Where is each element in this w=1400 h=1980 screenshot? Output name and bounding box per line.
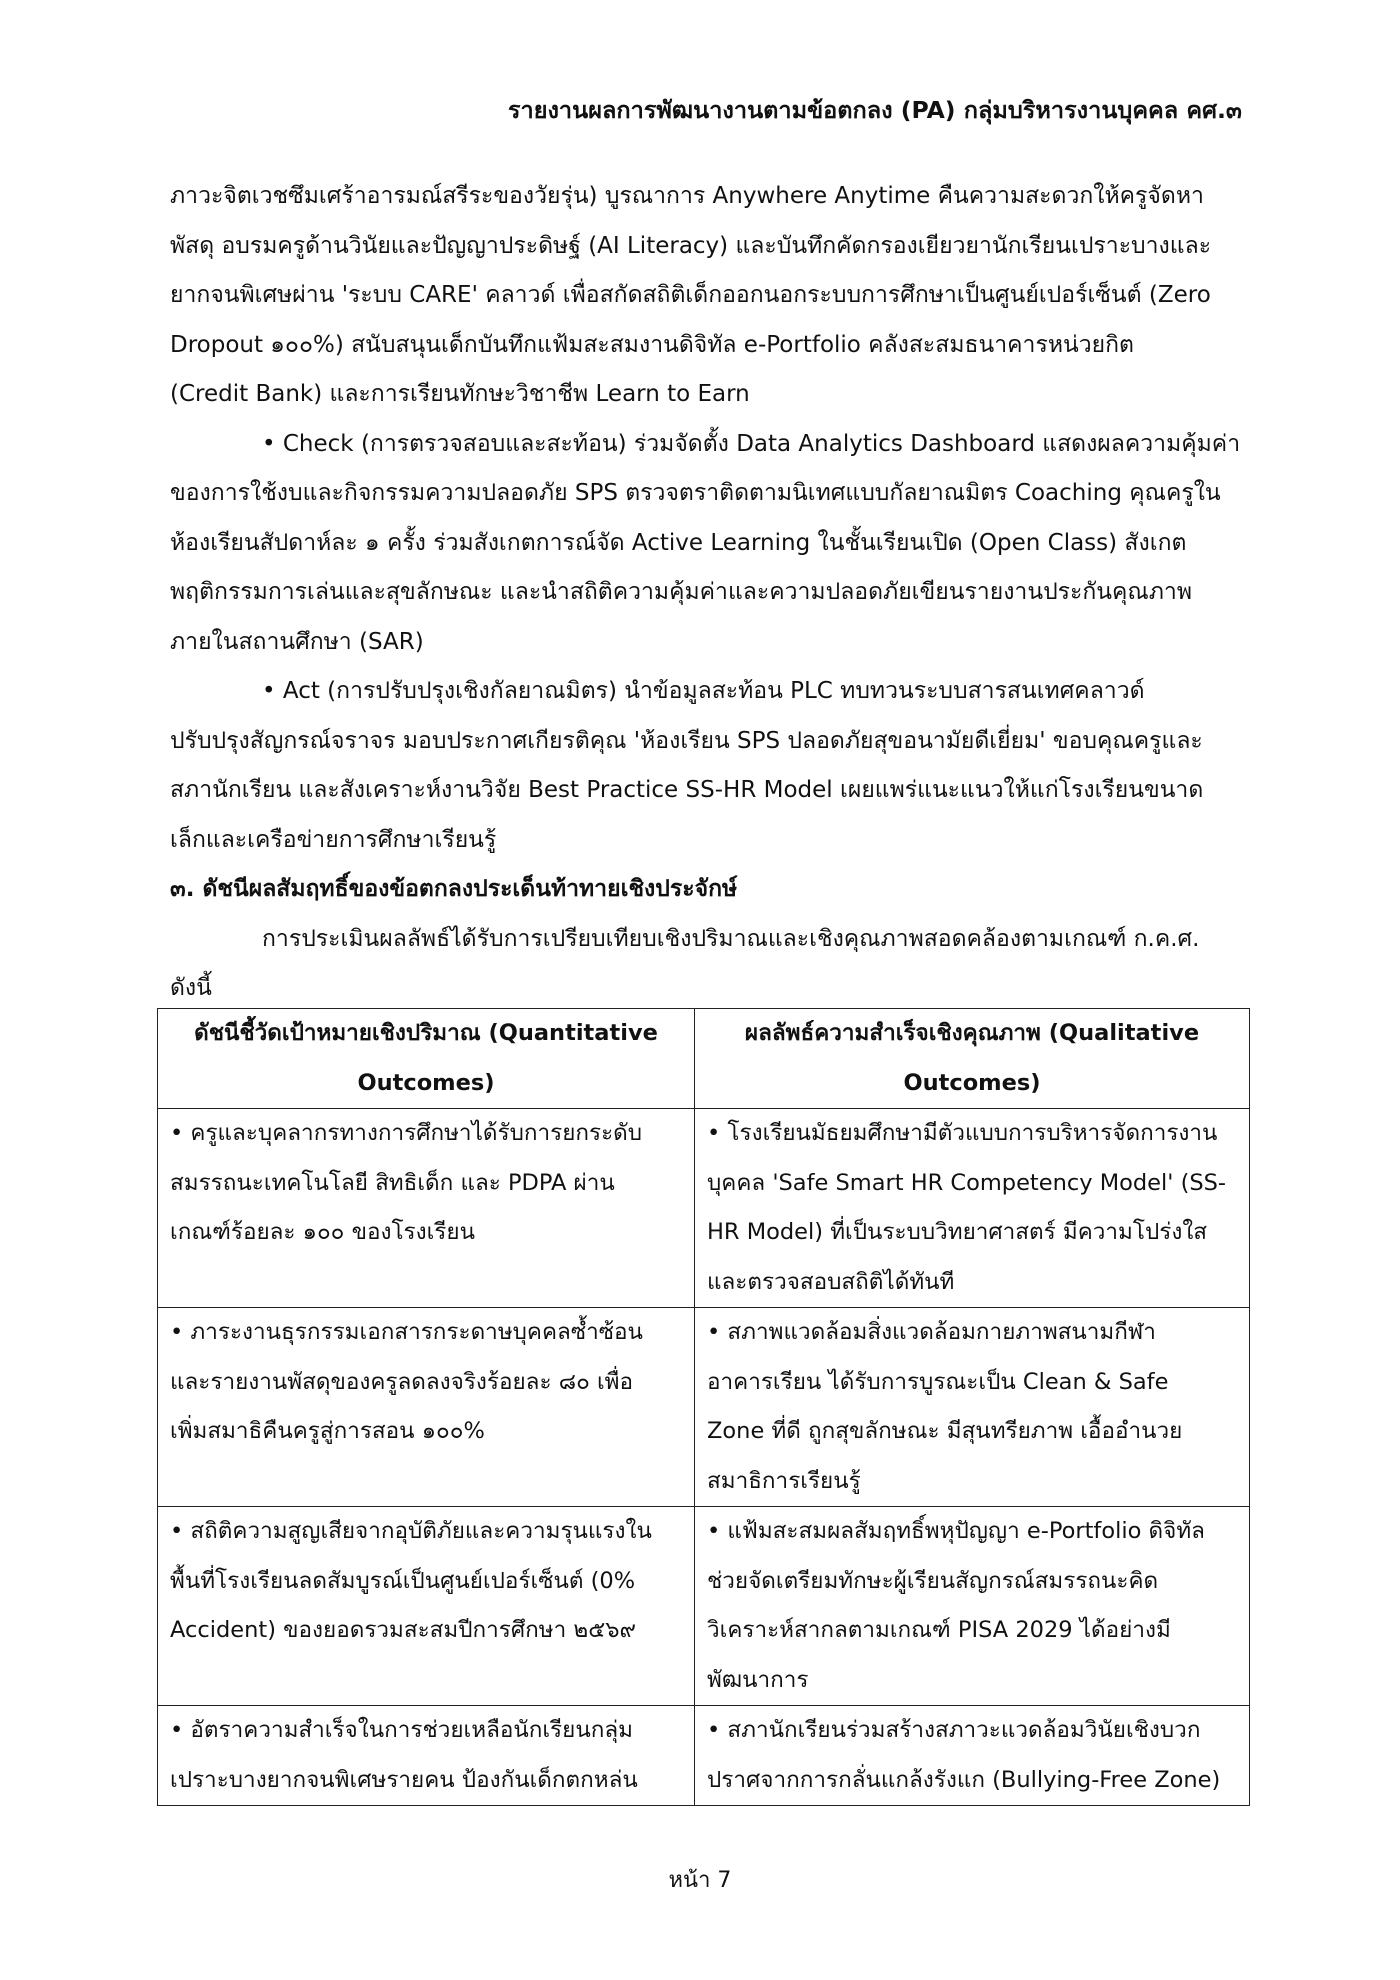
cell-line: ปราศจากการกลั่นแกล้งรังแก (Bullying-Free Zone) bbox=[707, 1766, 1221, 1793]
cell-line: • โรงเรียนมัธยมศึกษามีตัวแบบการบริหารจัดการงาน bbox=[707, 1120, 1218, 1146]
cell-line: • สภาพแวดล้อมสิ่งแวดล้อมกายภาพสนามกีฬา bbox=[707, 1319, 1156, 1345]
cell-line: ช่วยจัดเตรียมทักษะผู้เรียนสัญกรณ์สมรรถนะคิด bbox=[707, 1567, 1159, 1594]
text-line: ภาวะจิตเวชซึมเศร้าอารมณ์สรีระของวัยรุ่น) บูรณาการ Anywhere Anytime คืนความสะดวกให้ครูจัดหา bbox=[170, 183, 1204, 209]
cell-line: และตรวจสอบสถิติได้ทันที bbox=[707, 1268, 955, 1295]
text-line: • Act (การปรับปรุงเชิงกัลยาณมิตร) นำข้อมูลสะท้อน PLC ทบทวนระบบสารสนเทศคลาวด์ bbox=[262, 678, 1145, 704]
column-header-quantitative bbox=[158, 1009, 695, 1109]
text-line: เล็กและเครือข่ายการศึกษาเรียนรู้ bbox=[170, 826, 497, 853]
text-line: การประเมินผลลัพธ์ได้รับการเปรียบเทียบเชิงปริมาณและเชิงคุณภาพสอดคล้องตามเกณฑ์ ก.ค.ศ. bbox=[262, 925, 1200, 952]
paragraph-intro-table bbox=[170, 915, 1236, 1014]
text-line: พัสดุ อบรมครูด้านวินัยและปัญญาประดิษฐ์ (AI Literacy) และบันทึกคัดกรองเยียวยานักเรียนเปราะบางและ bbox=[170, 232, 1212, 259]
text-line: ของการใช้งบและกิจกรรมความปลอดภัย SPS ตรวจตราติดตามนิเทศแบบกัลยาณมิตร Coaching คุณครูใน bbox=[170, 480, 1221, 506]
cell-line: • ภาระงานธุรกรรมเอกสารกระดาษบุคคลซ้ำซ้อน bbox=[170, 1319, 643, 1345]
qualitative-cell bbox=[695, 1507, 1250, 1706]
cell-line: HR Model) ที่เป็นระบบวิทยาศาสตร์ มีความโปร่งใส bbox=[707, 1219, 1208, 1245]
text-line: ยากจนพิเศษผ่าน 'ระบบ CARE' คลาวด์ เพื่อสกัดสถิติเด็กออกนอกระบบการศึกษาเป็นศูนย์เปอร์เซ็นต์ (Zero bbox=[170, 282, 1211, 308]
text-line: • Check (การตรวจสอบและสะท้อน) ร่วมจัดตั้ง Data Analytics Dashboard แสดงผลความคุ้มค่า bbox=[262, 430, 1241, 457]
text-line: ภายในสถานศึกษา (SAR) bbox=[170, 628, 424, 655]
cell-line: • ครูและบุคลากรทางการศึกษาได้รับการยกระดับ bbox=[170, 1120, 643, 1146]
cell-line: พัฒนาการ bbox=[707, 1666, 809, 1693]
outcomes-table bbox=[157, 1008, 1250, 1806]
header-line: Outcomes) bbox=[903, 1069, 1041, 1096]
table-row bbox=[158, 1308, 1250, 1507]
table-row bbox=[158, 1706, 1250, 1806]
cell-line: สมาธิการเรียนรู้ bbox=[707, 1467, 861, 1494]
cell-line: เกณฑ์ร้อยละ ๑๐๐ ของโรงเรียน bbox=[170, 1219, 475, 1245]
text-line: ห้องเรียนสัปดาห์ละ ๑ ครั้ง ร่วมสังเกตการณ์จัด Active Learning ในชั้นเรียนเปิด (Open Class) สังเกต bbox=[170, 529, 1187, 556]
cell-line: Accident) ของยอดรวมสะสมปีการศึกษา ๒๕๖๙ bbox=[170, 1617, 637, 1643]
cell-line: พื้นที่โรงเรียนลดสัมบูรณ์เป็นศูนย์เปอร์เซ็นต์ (0% bbox=[170, 1567, 636, 1594]
document-body bbox=[170, 172, 1241, 1014]
header-line: Outcomes) bbox=[357, 1069, 495, 1096]
section-heading: ๓. ดัชนีผลสัมฤทธิ์ของข้อตกลงประเด็นท้าทายเชิงประจักษ์ bbox=[170, 876, 738, 902]
header-line: ผลลัพธ์ความสำเร็จเชิงคุณภาพ (Qualitative bbox=[744, 1020, 1200, 1046]
cell-line: และรายงานพัสดุของครูลดลงจริงร้อยละ ๘๐ เพื่อ bbox=[170, 1368, 633, 1395]
text-line: สภานักเรียน และสังเคราะห์งานวิจัย Best Practice SS-HR Model เผยแพร่แนะแนวให้แก่โรงเรียนขนาด bbox=[170, 777, 1204, 803]
quantitative-cell bbox=[158, 1308, 695, 1507]
qualitative-cell bbox=[695, 1308, 1250, 1507]
paragraph-plan-do-continued bbox=[170, 172, 1236, 420]
text-line: พฤติกรรมการเล่นและสุขลักษณะ และนำสถิติความคุ้มค่าและความปลอดภัยเขียนรายงานประกันคุณภาพ bbox=[170, 579, 1192, 605]
cell-line: สมรรถนะเทคโนโลยี สิทธิเด็ก และ PDPA ผ่าน bbox=[170, 1169, 615, 1196]
cell-line: Zone ที่ดี ถูกสุขลักษณะ มีสุนทรียภาพ เอื้ออำนวย bbox=[707, 1418, 1183, 1444]
table-header-row bbox=[158, 1009, 1250, 1109]
cell-line: เปราะบางยากจนพิเศษรายคน ป้องกันเด็กตกหล่น bbox=[170, 1766, 638, 1793]
column-header-qualitative bbox=[695, 1009, 1250, 1109]
cell-line: • แฟ้มสะสมผลสัมฤทธิ์พหุปัญญา e-Portfolio ดิจิทัล bbox=[707, 1518, 1205, 1544]
cell-line: • สภานักเรียนร่วมสร้างสภาวะแวดล้อมวินัยเชิงบวก bbox=[707, 1717, 1201, 1743]
paragraph-act bbox=[170, 667, 1236, 865]
quantitative-cell bbox=[158, 1109, 695, 1308]
text-line: ดังนี้ bbox=[170, 975, 212, 1001]
quantitative-cell bbox=[158, 1706, 695, 1806]
qualitative-cell bbox=[695, 1109, 1250, 1308]
cell-line: • อัตราความสำเร็จในการช่วยเหลือนักเรียนกลุ่ม bbox=[170, 1717, 633, 1743]
page-header-title: รายงานผลการพัฒนางานตามข้อตกลง (PA) กลุ่มบริหารงานบุคคล คศ.๓ bbox=[507, 96, 1242, 124]
header-line: ดัชนีชี้วัดเป้าหมายเชิงปริมาณ (Quantitative bbox=[194, 1020, 658, 1046]
table-row bbox=[158, 1109, 1250, 1308]
table-row bbox=[158, 1507, 1250, 1706]
cell-line: วิเคราะห์สากลตามเกณฑ์ PISA 2029 ได้อย่างมี bbox=[707, 1617, 1171, 1643]
qualitative-cell bbox=[695, 1706, 1250, 1806]
page-number: หน้า 7 bbox=[668, 1868, 732, 1893]
paragraph-check bbox=[170, 420, 1241, 668]
cell-line: เพิ่มสมาธิคืนครูสู่การสอน ๑๐๐% bbox=[170, 1418, 485, 1444]
text-line: ปรับปรุงสัญกรณ์จราจร มอบประกาศเกียรติคุณ 'ห้องเรียน SPS ปลอดภัยสุขอนามัยดีเยี่ยม' ขอบคุณครูและ bbox=[170, 727, 1203, 754]
cell-line: • สถิติความสูญเสียจากอุบัติภัยและความรุนแรงใน bbox=[170, 1518, 652, 1544]
cell-line: บุคคล 'Safe Smart HR Competency Model' (SS- bbox=[707, 1169, 1227, 1196]
text-line: (Credit Bank) และการเรียนทักษะวิชาชีพ Learn to Earn bbox=[170, 381, 750, 407]
quantitative-cell bbox=[158, 1507, 695, 1706]
cell-line: อาคารเรียน ได้รับการบูรณะเป็น Clean & Safe bbox=[707, 1368, 1169, 1395]
text-line: Dropout ๑๐๐%) สนับสนุนเด็กบันทึกแฟ้มสะสมงานดิจิทัล e-Portfolio คลังสะสมธนาคารหน่วยกิต bbox=[170, 331, 1134, 358]
